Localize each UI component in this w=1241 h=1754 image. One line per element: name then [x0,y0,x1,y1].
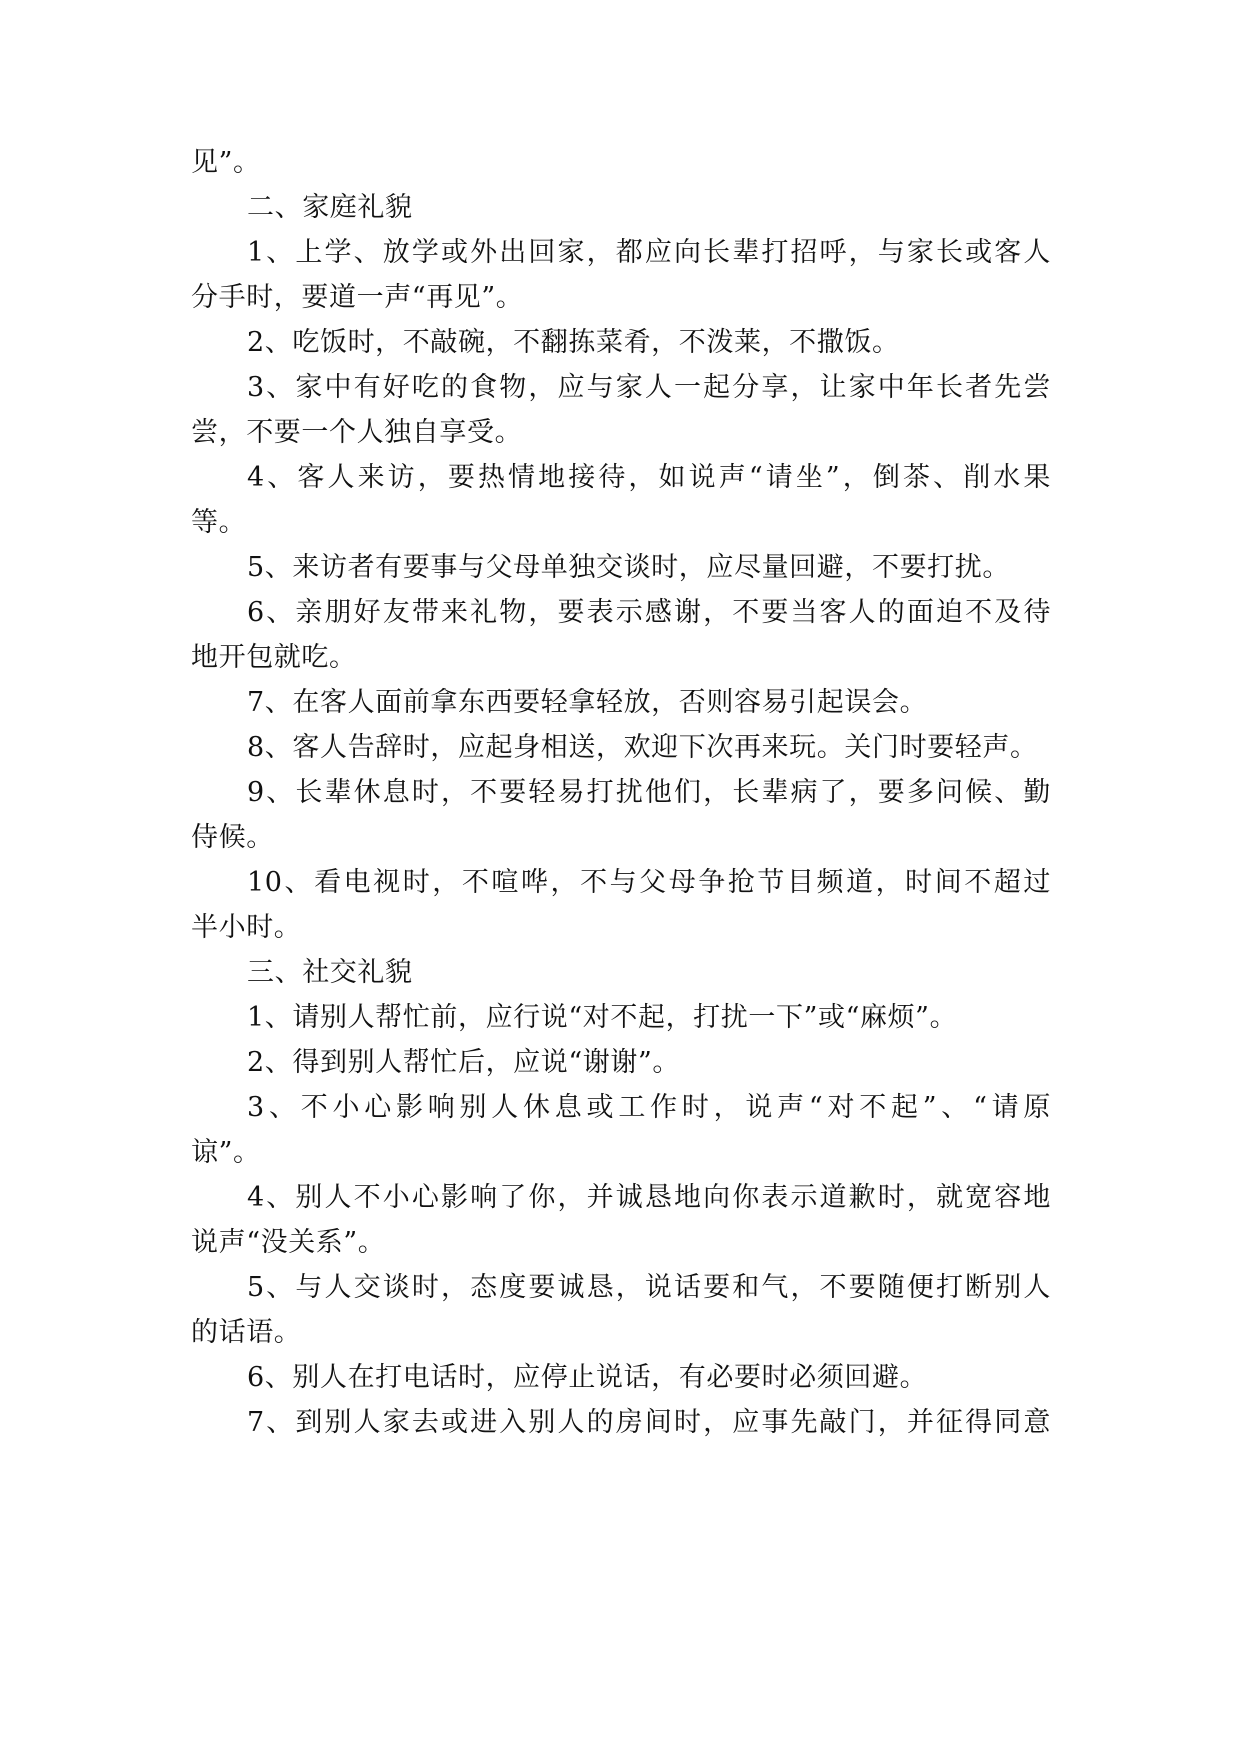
section-heading: 三、社交礼貌 [247,957,413,988]
list-item: 5、与人交谈时，态度要诚恳，说话要和气，不要随便打断别人 [247,1272,1051,1303]
list-item: 10、看电视时，不喧哗，不与父母争抢节目频道，时间不超过 [247,867,1051,898]
list-item: 2、吃饭时，不敲碗，不翻拣菜肴，不泼莱，不撒饭。 [247,327,900,358]
list-item: 6、别人在打电话时，应停止说话，有必要时必须回避。 [247,1362,928,1393]
list-item: 4、别人不小心影响了你，并诚恳地向你表示道歉时，就宽容地 [247,1182,1051,1213]
section-heading: 二、家庭礼貌 [247,192,413,223]
list-item: 3、家中有好吃的食物，应与家人一起分享，让家中年长者先尝 [247,372,1051,403]
text-line: 侍候。 [191,822,274,853]
list-item: 2、得到别人帮忙后，应说“谢谢”。 [247,1047,680,1078]
text-line: 谅”。 [191,1137,261,1168]
text-line: 半小时。 [191,912,302,943]
text-line: 地开包就吃。 [191,642,357,673]
list-item: 9、长辈休息时，不要轻易打扰他们，长辈病了，要多问候、勤 [247,777,1051,808]
list-item: 1、请别人帮忙前，应行说“对不起，打扰一下”或“麻烦”。 [247,1002,958,1033]
list-item: 6、亲朋好友带来礼物，要表示感谢，不要当客人的面迫不及待 [247,597,1051,628]
list-item: 8、客人告辞时，应起身相送，欢迎下次再来玩。关门时要轻声。 [247,732,1038,763]
text-line: 等。 [191,507,247,538]
list-item: 5、来访者有要事与父母单独交谈时，应尽量回避，不要打扰。 [247,552,1010,583]
list-item: 3、不小心影响别人休息或工作时，说声“对不起”、“请原 [247,1092,1051,1123]
list-item: 1、上学、放学或外出回家，都应向长辈打招呼，与家长或客人 [247,237,1051,268]
list-item: 7、在客人面前拿东西要轻拿轻放，否则容易引起误会。 [247,687,928,718]
text-line: 分手时，要道一声“再见”。 [191,282,524,313]
list-item: 4、客人来访，要热情地接待，如说声“请坐”，倒茶、削水果 [247,462,1051,493]
text-line: 尝，不要一个人独自享受。 [191,417,523,448]
text-line: 说声“没关系”。 [191,1227,386,1258]
text-line: 见”。 [191,147,261,178]
list-item: 7、到别人家去或进入别人的房间时，应事先敲门，并征得同意 [247,1407,1051,1438]
text-line: 的话语。 [191,1317,302,1348]
